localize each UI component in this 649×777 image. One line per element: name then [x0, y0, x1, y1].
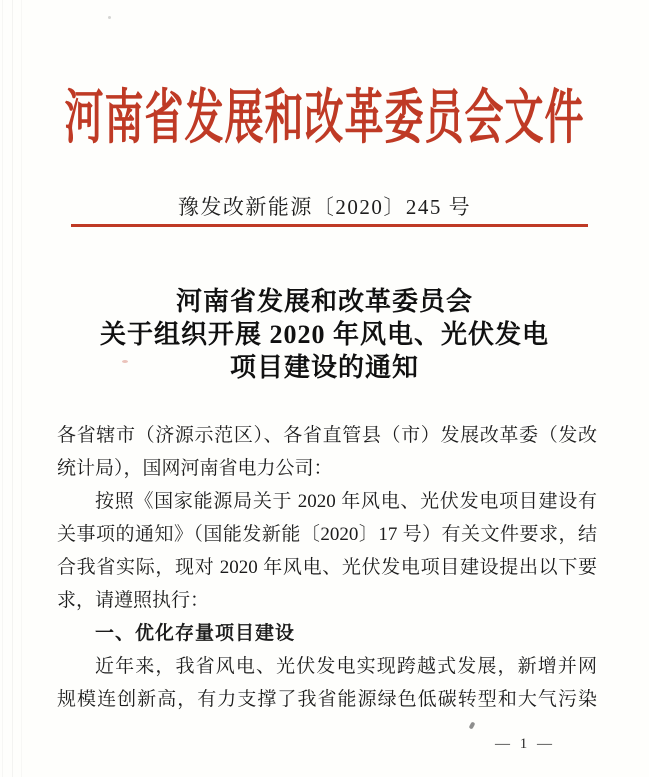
title-line: 河南省发展和改革委员会	[175, 287, 473, 316]
document-title	[0, 285, 649, 384]
body-line: 按照《国家能源局关于 2020 年风电、光伏发电项目建设有	[95, 491, 597, 512]
body-line: 求，请遵照执行：	[57, 590, 210, 611]
body-line: 规模连创新高，有力支撑了我省能源绿色低碳转型和大气污染	[57, 689, 597, 710]
body-line: 关事项的通知》（国能发新能〔2020〕17 号）有关文件要求，结	[57, 524, 597, 545]
body-line: 统计局），国网河南省电力公司：	[57, 458, 333, 479]
document-number: 豫发改新能源〔2020〕245 号	[177, 195, 472, 219]
document-body	[57, 419, 597, 716]
body-line: 近年来，我省风电、光伏发电实现跨越式发展，新增并网	[95, 656, 597, 677]
agency-letterhead-title: 河南省发展和改革委员会文件	[64, 85, 585, 152]
body-line: 各省辖市（济源示范区）、各省直管县（市）发展改革委（发改	[57, 425, 597, 446]
section-heading: 一、优化存量项目建设	[95, 623, 296, 644]
scan-artifact	[108, 16, 111, 19]
scan-artifact	[469, 721, 476, 729]
page-number: — 1 —	[495, 736, 555, 752]
title-line: 关于组织开展 2020 年风电、光伏发电	[99, 320, 549, 349]
title-line: 项目建设的通知	[229, 353, 419, 382]
red-divider-line	[71, 224, 588, 227]
body-line: 合我省实际，现对 2020 年风电、光伏发电项目建设提出以下要	[57, 557, 597, 578]
